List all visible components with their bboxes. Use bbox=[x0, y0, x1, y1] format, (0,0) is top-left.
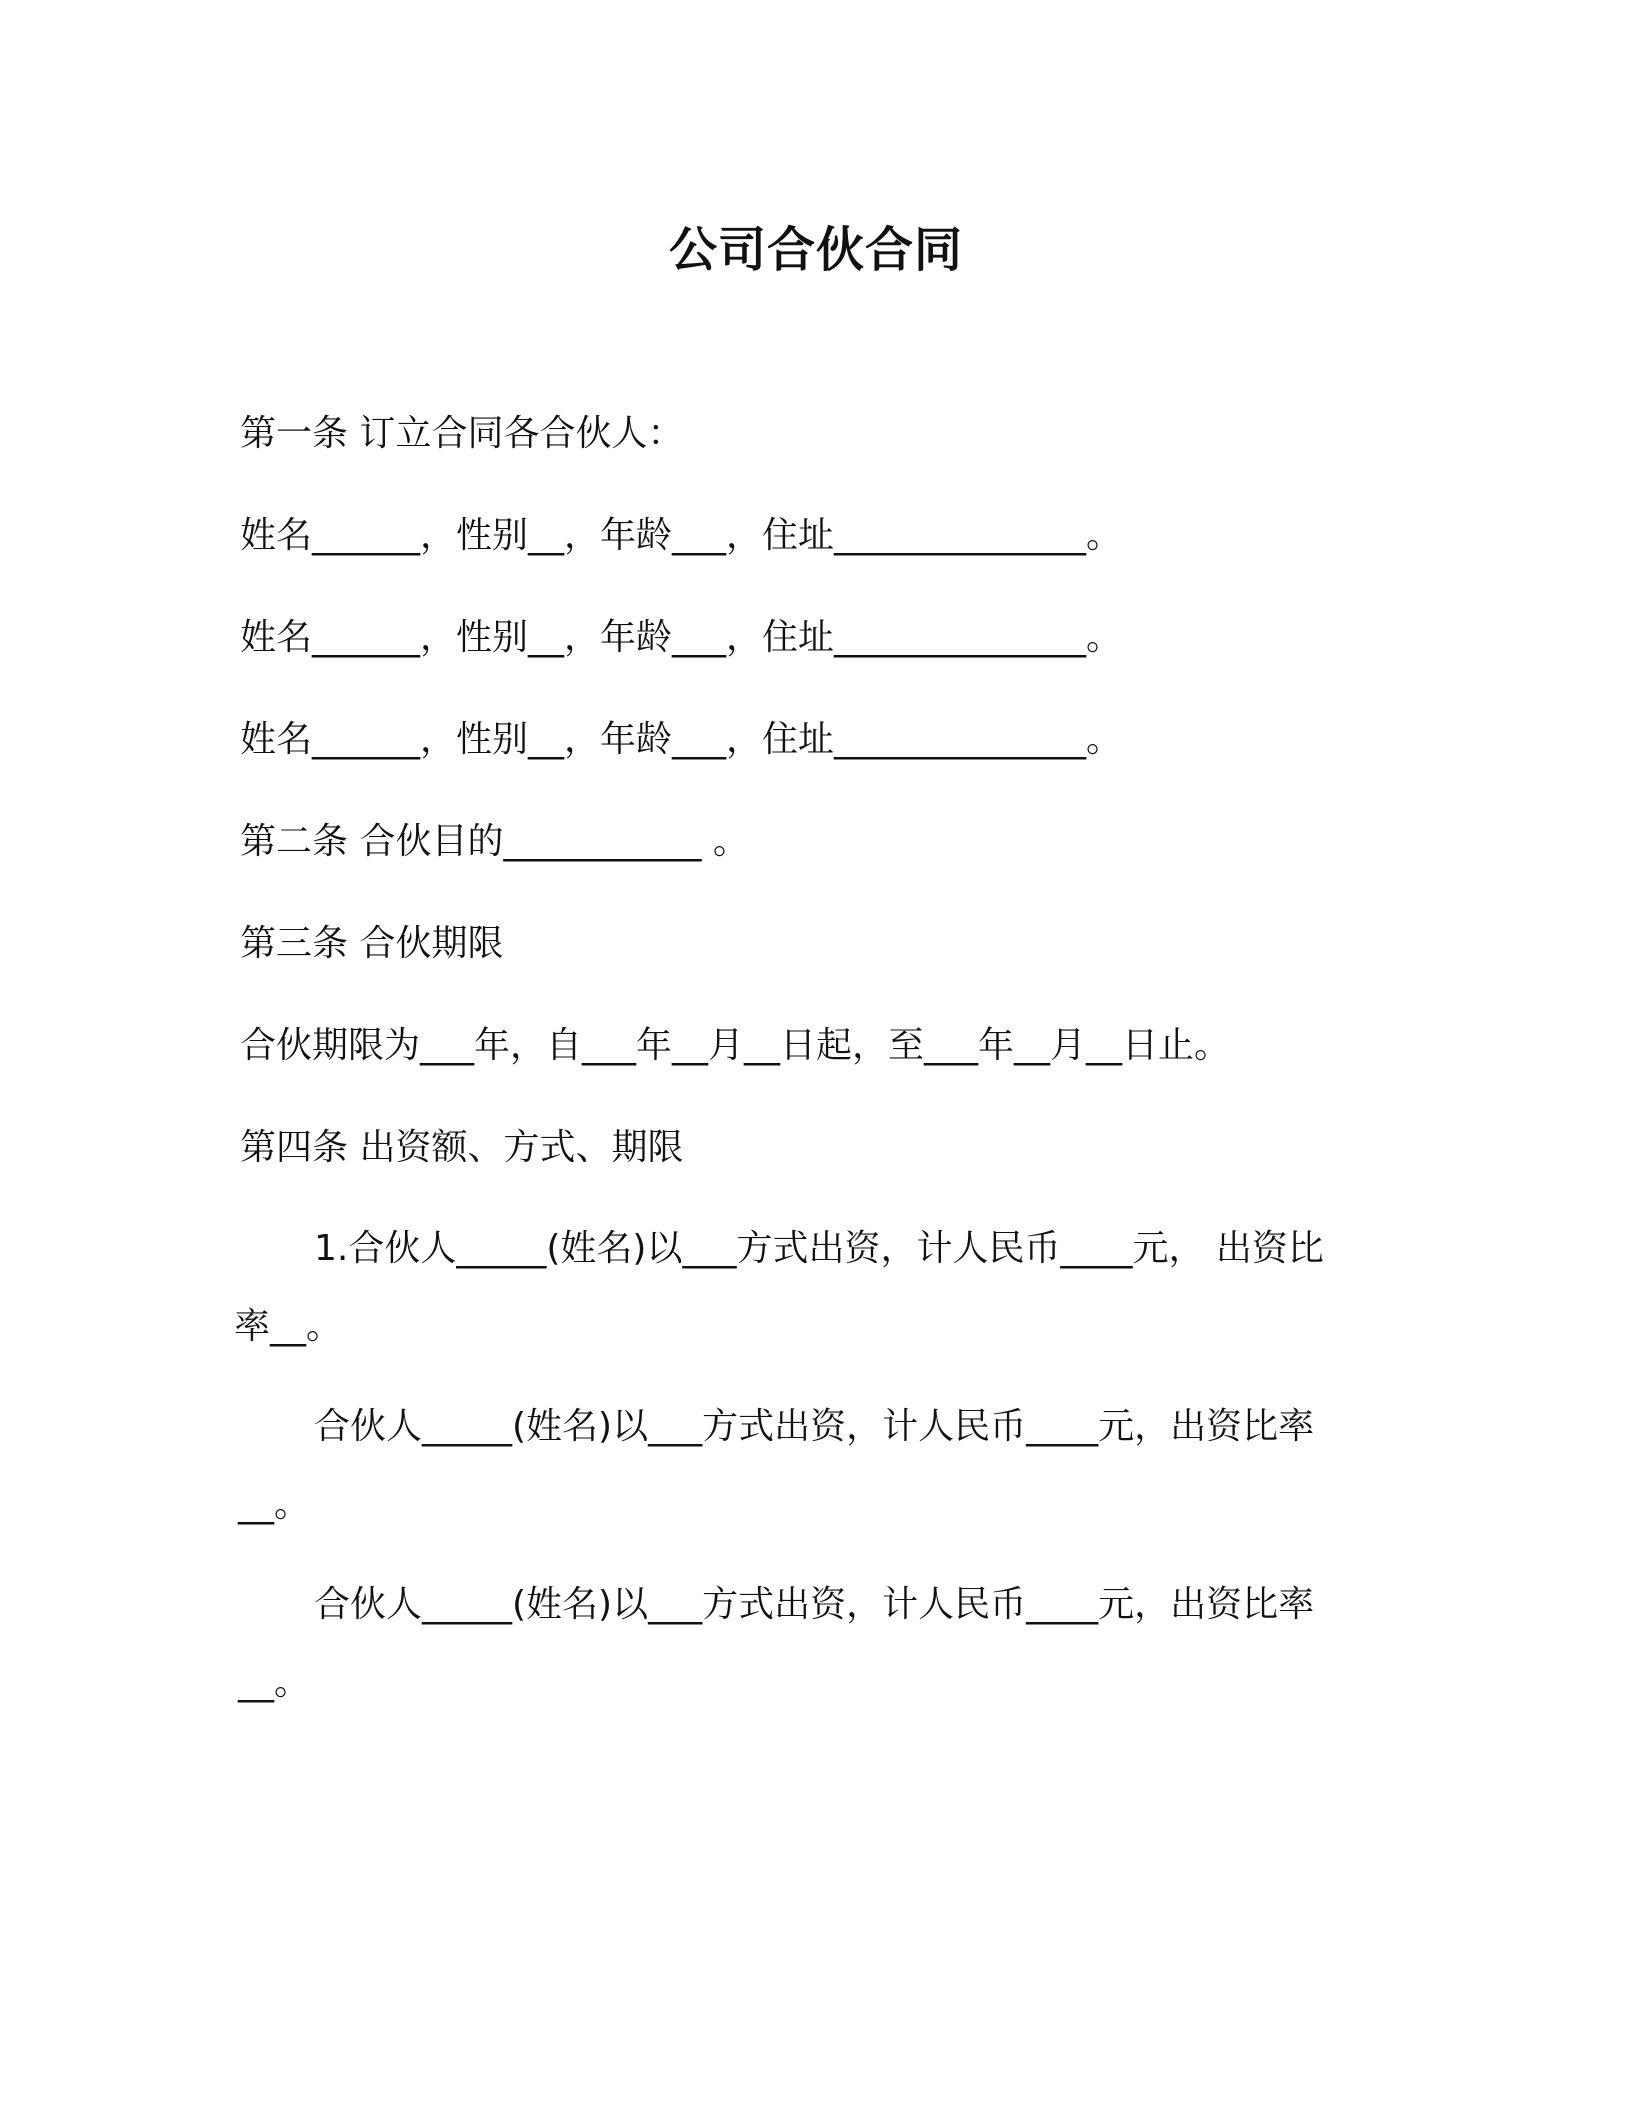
document-title: 公司合伙合同 bbox=[668, 222, 963, 278]
article-1-heading: 第一条 订立合同各合伙人： bbox=[240, 413, 684, 454]
contribution-paragraph-3 bbox=[240, 1566, 1360, 1722]
contribution-1-line-2: 率__。 bbox=[234, 1306, 343, 1347]
contribution-1-line-1: 1.合伙人_____(姓名)以___方式出资，计人民币____元， 出资比 bbox=[314, 1228, 1324, 1269]
contribution-3-line-2: __。 bbox=[238, 1662, 311, 1703]
article-3-heading: 第三条 合伙期限 bbox=[240, 923, 504, 964]
contribution-paragraph-1 bbox=[234, 1210, 1360, 1366]
contribution-2-line-1: 合伙人_____(姓名)以___方式出资，计人民币____元，出资比率 bbox=[314, 1406, 1315, 1447]
partner-info-line-1: 姓名______，性别__，年龄___，住址______________。 bbox=[240, 515, 1123, 556]
article-4-heading: 第四条 出资额、方式、期限 bbox=[240, 1127, 684, 1168]
contribution-2-line-2: __。 bbox=[238, 1484, 311, 1525]
contribution-paragraph-2 bbox=[240, 1388, 1360, 1544]
partner-info-line-3: 姓名______，性别__，年龄___，住址______________。 bbox=[240, 719, 1123, 760]
partner-info-line-2: 姓名______，性别__，年龄___，住址______________。 bbox=[240, 617, 1123, 658]
article-2-purpose: 第二条 合伙目的___________ 。 bbox=[240, 821, 749, 862]
partnership-term-line: 合伙期限为___年，自___年__月__日起，至___年__月__日止。 bbox=[240, 1025, 1231, 1066]
contribution-3-line-1: 合伙人_____(姓名)以___方式出资，计人民币____元，出资比率 bbox=[314, 1584, 1315, 1625]
